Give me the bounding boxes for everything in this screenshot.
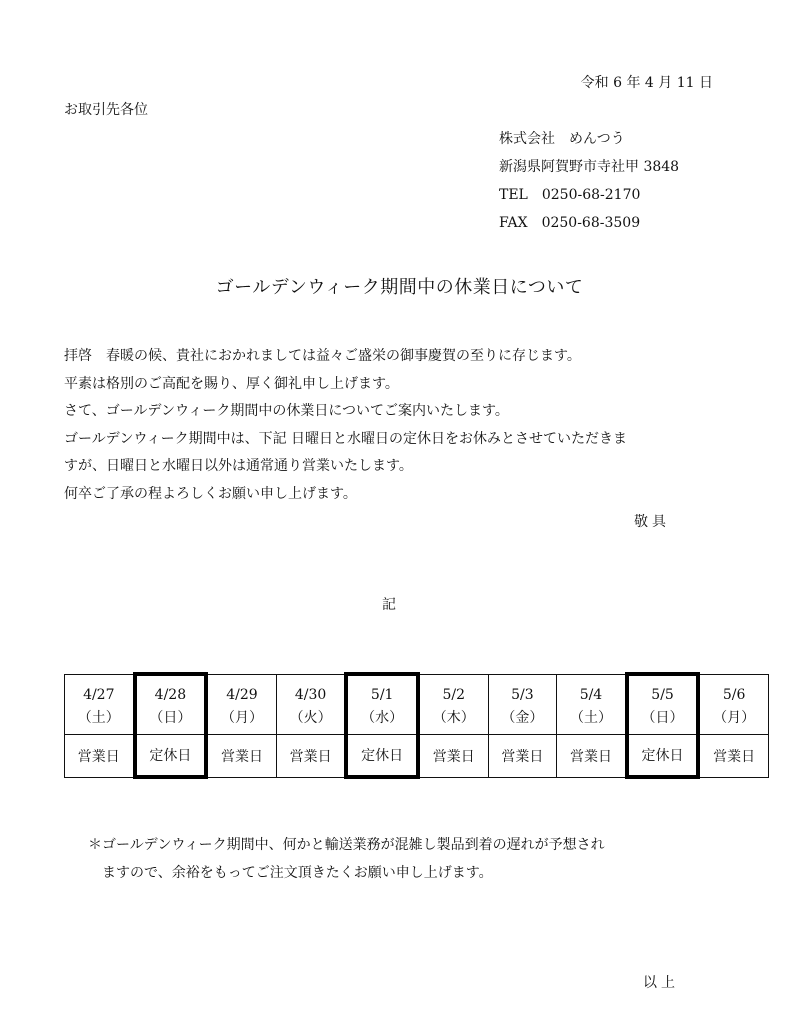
date-cell: 5/3: [488, 674, 557, 705]
sender-tel: TEL 0250-68-2170: [499, 187, 641, 203]
date-cell: 5/1: [346, 674, 418, 705]
status-row: [65, 735, 769, 778]
closing-ijou: 以上: [643, 975, 679, 991]
sender-company: 株式会社 めんつう: [499, 131, 625, 147]
date-cell: 5/2: [418, 674, 488, 705]
weekday-cell: （水）: [346, 705, 418, 735]
status-cell: 定休日: [135, 735, 207, 778]
ki-marker: 記: [382, 597, 396, 613]
weekday-cell: （火）: [276, 705, 346, 735]
weekday-cell: （日）: [627, 705, 699, 735]
date-row: [65, 674, 769, 705]
weekday-cell: （土）: [557, 705, 627, 735]
body-text: [64, 343, 744, 508]
body-line: すが、日曜日と水曜日以外は通常通り営業いたします。: [64, 458, 413, 474]
weekday-cell: （土）: [65, 705, 135, 735]
note-line: ますので、余裕をもってご注文頂きたくお願い申し上げます。: [102, 865, 493, 881]
weekday-row: [65, 705, 769, 735]
status-cell: 営業日: [557, 735, 627, 778]
date-cell: 4/27: [65, 674, 135, 705]
date-cell: 5/5: [627, 674, 699, 705]
status-cell: 定休日: [627, 735, 699, 778]
document-title: ゴールデンウィーク期間中の休業日について: [215, 277, 584, 298]
date-cell: 4/30: [276, 674, 346, 705]
status-cell: 営業日: [488, 735, 557, 778]
note-block: [88, 831, 605, 887]
note-line: ＊ゴールデンウィーク期間中、何かと輸送業務が混雑し製品到着の遅れが予想され: [88, 837, 605, 853]
status-cell: 営業日: [65, 735, 135, 778]
sender-block: [499, 125, 679, 237]
recipient: お取引先各位: [64, 102, 148, 118]
weekday-cell: （金）: [488, 705, 557, 735]
weekday-cell: （日）: [135, 705, 207, 735]
sender-fax: FAX 0250-68-3509: [499, 215, 641, 231]
status-cell: 営業日: [418, 735, 488, 778]
date-cell: 5/6: [698, 674, 768, 705]
date-cell: 4/28: [135, 674, 207, 705]
sender-address: 新潟県阿賀野市寺社甲 3848: [499, 159, 680, 175]
body-line: 拝啓 春暖の候、貴社におかれましては益々ご盛栄の御事慶賀の至りに存じます。: [64, 348, 581, 364]
status-cell: 営業日: [698, 735, 768, 778]
body-line: 何卒ご了承の程よろしくお願い申し上げます。: [64, 485, 357, 502]
status-cell: 定休日: [346, 735, 418, 778]
date-cell: 5/4: [557, 674, 627, 705]
weekday-cell: （月）: [698, 705, 768, 735]
body-line: ゴールデンウィーク期間中は、下記 日曜日と水曜日の定休日をお休みとさせていただきま: [64, 430, 628, 447]
weekday-cell: （月）: [206, 705, 276, 735]
status-cell: 営業日: [276, 735, 346, 778]
status-cell: 営業日: [206, 735, 276, 778]
body-line: 平素は格別のご高配を賜り、厚く御礼申し上げます。: [64, 375, 399, 392]
date-cell: 4/29: [206, 674, 276, 705]
document-date: 令和 6 年 4 月 11 日: [580, 75, 713, 91]
holiday-schedule-table: [64, 672, 769, 779]
closing-keigu: 敬具: [634, 514, 670, 530]
weekday-cell: （木）: [418, 705, 488, 735]
body-line: さて、ゴールデンウィーク期間中の休業日についてご案内いたします。: [64, 403, 509, 419]
